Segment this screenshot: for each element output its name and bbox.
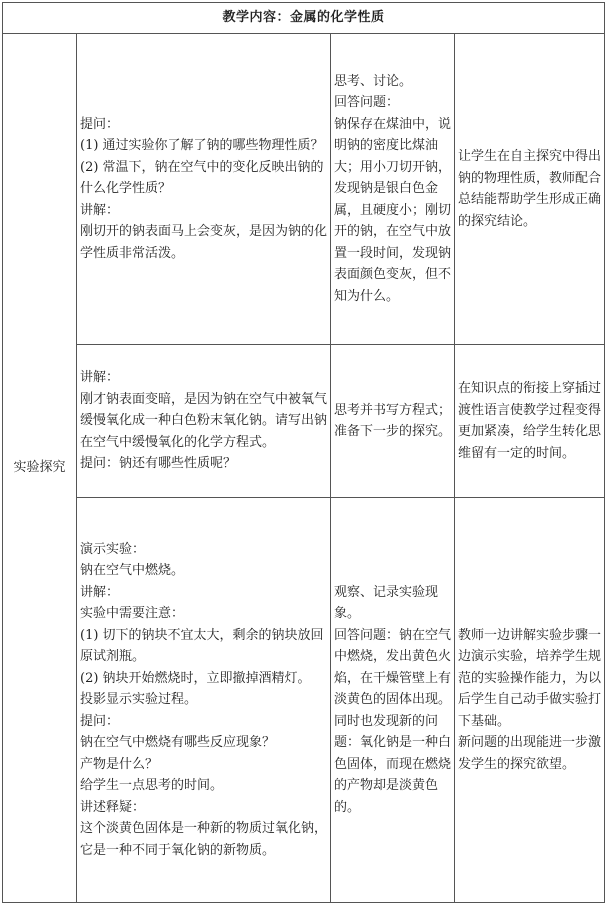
section-label: 实验探究 [3, 34, 77, 903]
lesson-plan-table [2, 2, 605, 903]
table-row [3, 345, 605, 498]
cell-line: 思考并书写方程式； [334, 402, 452, 418]
cell-line: 这个淡黄色固体是一种新的物质过氧化钠，它是一种不同于氧化钠的新物质。 [80, 821, 328, 858]
cell-line: 回答问题：钠在空气中燃烧，发出黄色火焰，在干燥管壁上有淡黄色的固体出现。同时也发现新的问题：氧化钠是一种白色固体，而现在燃烧的产物却是淡黄色的。 [334, 627, 452, 815]
cell-line: 提问：钠还有哪些性质呢？ [80, 456, 237, 472]
design-intent-lines [458, 625, 601, 776]
cell-line: 让学生在自主探究中得出钠的物理性质，教师配合总结能帮助学生形成正确的探究结论。 [458, 149, 602, 229]
cell-line: 提问： [80, 713, 120, 729]
cell-line: 刚切开的钠表面马上会变灰，是因为钠的化学性质非常活泼。 [80, 224, 328, 261]
student-activity-lines [334, 71, 451, 308]
cell-line: 讲述释疑： [80, 799, 146, 815]
cell-line: (1) 通过实验你了解了钠的哪些物理性质？ [80, 138, 324, 154]
cell-line: 实验中需要注意： [80, 606, 185, 622]
table-title: 教学内容：金属的化学性质 [3, 3, 605, 34]
design-intent-lines [458, 146, 601, 232]
teacher-activity-lines [80, 114, 327, 265]
cell-line: 钠保存在煤油中，说明钠的密度比煤油大；用小刀切开钠，发现钠是银白色金属，且硬度小；刚切开的钠，在空气中放置一段时间，发现钠表面颜色变灰，但不知为什么。 [334, 116, 452, 304]
cell-line: 回答问题： [334, 95, 400, 111]
cell-line: 观察、记录实验现象。 [334, 584, 439, 622]
cell-line: (2) 钠块开始燃烧时，立即撤掉酒精灯。 [80, 670, 311, 686]
design-intent-lines [458, 378, 601, 464]
student-activity-lines [334, 400, 451, 443]
teacher-activity-cell [77, 34, 331, 345]
student-activity-lines [334, 582, 451, 819]
teacher-activity-cell [77, 498, 331, 903]
design-intent-cell [455, 498, 605, 903]
teacher-activity-cell [77, 345, 331, 498]
cell-line: (1) 切下的钠块不宜太大，剩余的钠块放回原试剂瓶。 [80, 627, 324, 665]
cell-line: 钠在空气中燃烧有哪些反应现象？ [80, 735, 276, 751]
student-activity-cell [331, 34, 455, 345]
table-row [3, 498, 605, 903]
cell-line: 新问题的出现能进一步激发学生的探究欲望。 [458, 735, 602, 772]
cell-line: 给学生一点思考的时间。 [80, 778, 224, 794]
cell-line: 准备下一步的探究。 [334, 424, 452, 439]
cell-line: 讲解： [80, 584, 120, 600]
cell-line: 演示实验： [80, 541, 146, 557]
design-intent-cell [455, 34, 605, 345]
cell-line: 讲解： [80, 202, 120, 218]
cell-line: 思考、讨论。 [334, 73, 413, 89]
cell-line: 刚才钠表面变暗，是因为钠在空气中被氧气缓慢氧化成一种白色粉末氧化钠。请写出钠在空气中缓慢氧化的化学方程式。 [80, 391, 328, 450]
student-activity-cell [331, 498, 455, 903]
cell-line: (2) 常温下，钠在空气中的变化反映出钠的什么化学性质？ [80, 159, 324, 197]
cell-line: 教师一边讲解实验步骤一边演示实验，培养学生规范的实验操作能力，为以后学生自己动手做实验打下基础。 [458, 627, 602, 729]
table-row [3, 34, 605, 345]
cell-line: 产物是什么？ [80, 756, 159, 772]
student-activity-cell [331, 345, 455, 498]
cell-line: 提问： [80, 116, 120, 132]
teacher-activity-lines [80, 539, 327, 862]
cell-line: 讲解： [80, 370, 120, 386]
cell-line: 钠在空气中燃烧。 [80, 563, 185, 579]
cell-line: 在知识点的衔接上穿插过渡性语言使教学过程变得更加紧凑，给学生转化思维留有一定的时间。 [458, 381, 602, 461]
design-intent-cell [455, 345, 605, 498]
cell-line: 投影显示实验过程。 [80, 692, 198, 708]
teacher-activity-lines [80, 367, 327, 475]
